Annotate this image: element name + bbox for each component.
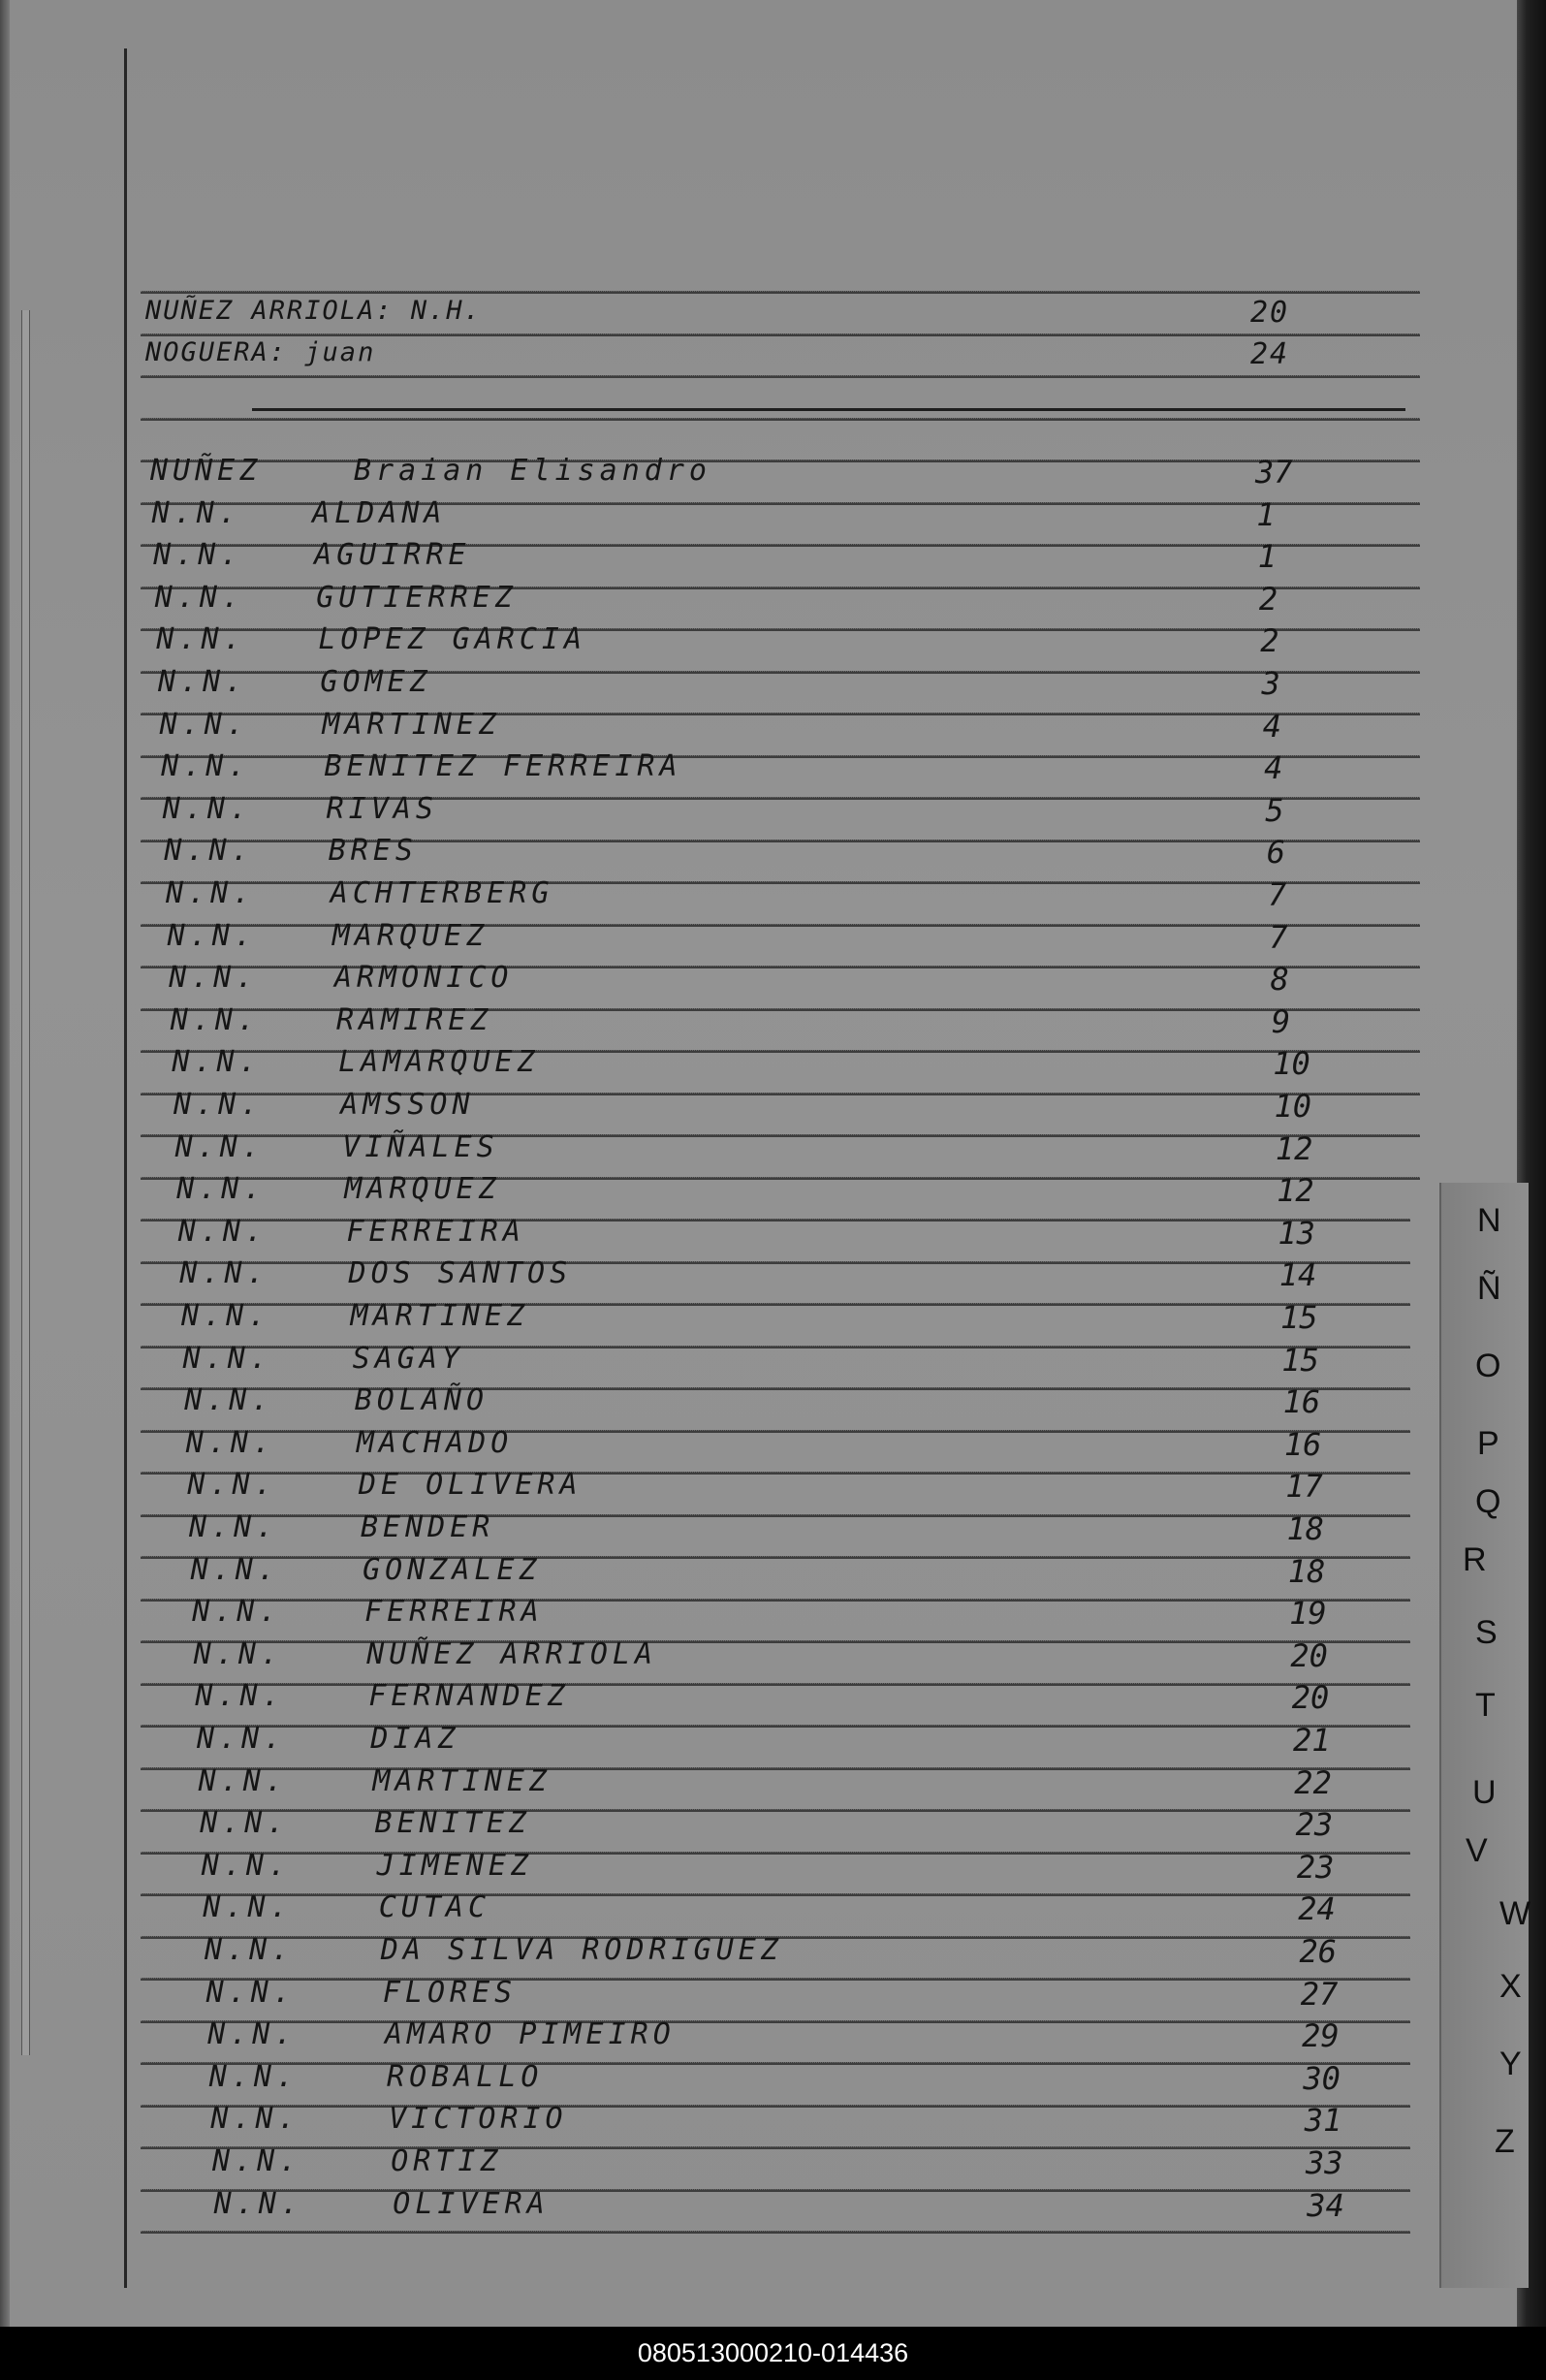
entry-prefix: N.N. (189, 1510, 279, 1544)
index-entry (10, 1045, 1435, 1084)
entry-name: ALDANA (312, 495, 447, 530)
entry-name: ACHTERBERG (330, 876, 554, 910)
index-entry (10, 1468, 1435, 1507)
entry-prefix: N.N. (169, 961, 259, 996)
entry-name: BENITEZ FERREIRA (324, 749, 682, 784)
header-entry-page: 20 (1250, 296, 1290, 330)
entry-prefix: N.N. (161, 749, 251, 784)
entry-page: 1 (1256, 495, 1276, 533)
index-entry (10, 1849, 1435, 1888)
entry-name: MACHADO (356, 1425, 514, 1460)
entry-page: 16 (1282, 1383, 1321, 1421)
index-entry (10, 1003, 1435, 1042)
entry-name: FERREIRA (364, 1595, 544, 1630)
header-entry (145, 337, 1405, 376)
entry-prefix: N.N. (164, 834, 254, 869)
index-entry (10, 538, 1435, 577)
entry-page: 23 (1295, 1806, 1334, 1844)
entry-name: ROBALLO (387, 2059, 544, 2094)
index-entry (10, 2102, 1435, 2141)
entry-prefix: N.N. (200, 1806, 290, 1841)
index-entry (10, 581, 1435, 619)
tab-letter-o[interactable]: O (1475, 1348, 1501, 1384)
index-entry (10, 1595, 1435, 1634)
entry-name: BENITEZ (374, 1806, 531, 1841)
entry-page: 37 (1255, 454, 1293, 491)
entry-prefix: N.N. (207, 2017, 298, 2052)
entry-prefix: N.N. (151, 495, 241, 530)
header-entry-name: NOGUERA: juan (145, 337, 376, 367)
index-entry (10, 622, 1435, 661)
entry-prefix: N.N. (192, 1595, 282, 1630)
index-entry (10, 708, 1435, 746)
index-entry (10, 1553, 1435, 1592)
entry-page: 33 (1306, 2144, 1343, 2181)
entry-prefix: N.N. (184, 1383, 274, 1418)
tab-letter-v[interactable]: V (1466, 1832, 1488, 1869)
tab-letter-u[interactable]: U (1472, 1774, 1497, 1811)
entry-name: BOLAÑO (354, 1383, 489, 1418)
tab-letter-s[interactable]: S (1475, 1614, 1498, 1651)
index-entry (10, 1679, 1435, 1718)
index-entry (10, 665, 1435, 704)
entry-page: 27 (1300, 1975, 1339, 2013)
index-entry (10, 792, 1435, 831)
entry-name: VIÑALES (342, 1129, 499, 1164)
index-entry (10, 1088, 1435, 1127)
ruled-line (141, 291, 1420, 294)
entry-prefix: N.N. (156, 622, 246, 657)
entry-page: 2 (1258, 580, 1278, 618)
entry-name: CUTAC (378, 1890, 491, 1925)
entry-name: GOMEZ (320, 665, 432, 699)
entry-page: 5 (1265, 791, 1284, 829)
header-entry-page: 24 (1250, 337, 1290, 371)
footer-id: 080513000210-014436 (0, 2327, 1546, 2380)
entry-name: LOPEZ GARCIA (318, 622, 587, 657)
entry-name: BENDER (361, 1510, 495, 1544)
entry-prefix: N.N. (212, 2144, 302, 2178)
index-entry (10, 1383, 1435, 1422)
entry-prefix: N.N. (190, 1552, 280, 1587)
tab-letter-t[interactable]: T (1475, 1687, 1496, 1724)
index-entry (10, 2187, 1435, 2226)
entry-name: RIVAS (326, 791, 438, 826)
index-entry (10, 1510, 1435, 1549)
section-divider (252, 408, 1405, 411)
ruled-line (141, 2231, 1410, 2234)
entry-name: DE OLIVERA (358, 1468, 583, 1503)
entry-prefix: N.N. (159, 707, 249, 742)
entry-page: 26 (1299, 1933, 1338, 1970)
entry-name: MARQUEZ (331, 918, 489, 953)
entry-prefix: N.N. (174, 1088, 264, 1122)
entry-page: 24 (1298, 1890, 1336, 1928)
index-entry (10, 834, 1435, 873)
entry-prefix: N.N. (153, 538, 243, 573)
entry-prefix: N.N. (193, 1636, 284, 1671)
entry-name: MARTINEZ (322, 707, 501, 742)
entry-name: Braian Elisandro (354, 454, 711, 488)
tab-letter-w[interactable]: W (1499, 1895, 1531, 1932)
entry-prefix: N.N. (205, 1933, 295, 1967)
entry-name: AMARO PIMEIRO (384, 2017, 676, 2052)
entry-prefix: N.N. (172, 1045, 262, 1080)
index-entry (10, 1172, 1435, 1211)
tab-letter-p[interactable]: P (1477, 1425, 1499, 1462)
index-entry (10, 2060, 1435, 2099)
index-entry (10, 1637, 1435, 1676)
entry-page: 4 (1262, 707, 1282, 745)
entry-name: BRES (328, 834, 418, 869)
entry-page: 16 (1283, 1425, 1322, 1463)
entry-page: 23 (1296, 1848, 1335, 1886)
entry-prefix: N.N. (158, 665, 248, 699)
tab-letter-r[interactable]: R (1463, 1541, 1487, 1578)
index-entry (10, 1130, 1435, 1169)
entry-prefix: N.N. (213, 2186, 303, 2221)
index-entry (10, 454, 1435, 492)
entry-page: 8 (1270, 961, 1289, 999)
entry-name: OLIVERA (393, 2186, 550, 2221)
tab-letter-n-tilde[interactable]: Ñ (1477, 1270, 1501, 1307)
entry-name: DIAZ (370, 1722, 460, 1756)
entry-page: 7 (1269, 918, 1288, 956)
entry-name: DOS SANTOS (348, 1256, 573, 1291)
entry-prefix: N.N. (187, 1468, 277, 1503)
header-entry-name: NUÑEZ ARRIOLA: N.H. (145, 296, 482, 326)
entry-page: 13 (1278, 1214, 1315, 1252)
entry-prefix: N.N. (201, 1848, 292, 1883)
entry-page: 3 (1261, 665, 1280, 702)
entry-name: RAMIREZ (336, 1002, 493, 1037)
header-entry (145, 296, 1405, 334)
entry-name: MARTINEZ (350, 1299, 530, 1333)
index-entry (10, 1933, 1435, 1972)
entry-name: GONZALEZ (363, 1552, 542, 1587)
entry-page: 10 (1273, 1045, 1310, 1083)
entry-page: 10 (1274, 1088, 1312, 1125)
entry-page: 19 (1289, 1595, 1327, 1633)
entry-prefix: N.N. (198, 1763, 288, 1798)
entry-prefix: N.N. (170, 1002, 261, 1037)
index-entry (10, 2017, 1435, 2056)
entry-page: 7 (1268, 876, 1287, 913)
index-entry (10, 1722, 1435, 1761)
index-entry (10, 1806, 1435, 1845)
entry-prefix: N.N. (181, 1299, 271, 1333)
entry-page: 29 (1302, 2017, 1340, 2055)
entry-page: 4 (1264, 749, 1283, 787)
entry-page: 20 (1290, 1636, 1328, 1674)
entry-page: 17 (1285, 1468, 1323, 1506)
index-entry (10, 749, 1435, 788)
entry-page: 21 (1293, 1722, 1331, 1759)
entry-prefix: N.N. (208, 2059, 300, 2094)
entry-prefix: N.N. (154, 580, 245, 615)
index-entry (10, 1764, 1435, 1803)
index-entry (10, 961, 1435, 1000)
entry-name: MARQUEZ (344, 1172, 501, 1207)
entry-prefix: N.N. (205, 1975, 296, 2010)
entry-name: FERREIRA (346, 1214, 525, 1249)
entry-name: VICTORIO (389, 2102, 568, 2137)
tab-letter-n[interactable]: N (1477, 1202, 1501, 1239)
index-entry (10, 919, 1435, 958)
entry-page: 22 (1294, 1763, 1332, 1801)
tab-letter-q[interactable]: Q (1475, 1483, 1501, 1520)
index-entry (10, 1215, 1435, 1253)
entry-prefix: N.N. (179, 1256, 269, 1291)
entry-prefix: N.N. (167, 918, 257, 953)
entry-prefix: N.N. (177, 1214, 268, 1249)
entry-page: 9 (1271, 1002, 1291, 1040)
entry-name: MARTINEZ (372, 1763, 552, 1798)
ledger-page (10, 0, 1531, 2327)
entry-prefix: N.N. (166, 876, 256, 910)
entry-page: 31 (1304, 2102, 1342, 2140)
entry-name: LAMARQUEZ (338, 1045, 540, 1080)
entry-page: 14 (1278, 1256, 1317, 1294)
entry-prefix: N.N. (197, 1722, 287, 1756)
tab-letter-z[interactable]: Z (1495, 2123, 1515, 2160)
entry-page: 1 (1257, 538, 1277, 576)
entry-page: 6 (1266, 834, 1285, 872)
index-entry (10, 1342, 1435, 1380)
entry-page: 34 (1307, 2186, 1344, 2224)
entry-prefix: NUÑEZ (150, 454, 263, 488)
entry-prefix: N.N. (182, 1341, 272, 1376)
entry-name: JIMENEZ (376, 1848, 534, 1883)
entry-name: DA SILVA RODRIGUEZ (380, 1933, 783, 1967)
entry-name: SAGAY (352, 1341, 464, 1376)
entry-name: NUÑEZ ARRIOLA (366, 1636, 658, 1671)
entry-page: 15 (1280, 1299, 1318, 1336)
index-entry (10, 496, 1435, 535)
entry-name: GUTIERREZ (316, 580, 518, 615)
entry-name: ARMONICO (333, 961, 514, 996)
entry-name: FLORES (382, 1975, 518, 2010)
entry-prefix: N.N. (185, 1425, 276, 1460)
entry-name: AGUIRRE (314, 538, 471, 573)
index-entry (10, 2144, 1435, 2183)
entry-page: 12 (1277, 1172, 1314, 1210)
index-entry (10, 1299, 1435, 1338)
index-entry (10, 1890, 1435, 1929)
entry-page: 20 (1291, 1679, 1330, 1717)
entry-prefix: N.N. (195, 1679, 285, 1714)
alphabet-tab-strip (1439, 1183, 1529, 2288)
entry-prefix: N.N. (174, 1129, 265, 1164)
entry-page: 30 (1303, 2059, 1341, 2097)
entry-prefix: N.N. (176, 1172, 267, 1207)
entry-name: FERNANDEZ (368, 1679, 570, 1714)
entry-page: 18 (1287, 1552, 1326, 1590)
entry-page: 12 (1275, 1129, 1313, 1167)
index-entry (10, 876, 1435, 915)
index-entry (10, 1426, 1435, 1465)
tab-letter-y[interactable]: Y (1499, 2046, 1522, 2082)
entry-name: AMSSON (340, 1088, 475, 1122)
entry-page: 2 (1260, 622, 1279, 660)
tab-letter-x[interactable]: X (1499, 1968, 1522, 2005)
entry-page: 15 (1281, 1341, 1319, 1379)
entry-prefix: N.N. (162, 791, 253, 826)
entry-page: 18 (1286, 1510, 1325, 1547)
ruled-line (141, 418, 1420, 421)
index-entry (10, 1976, 1435, 2015)
index-entry (10, 1256, 1435, 1295)
entry-prefix: N.N. (203, 1890, 293, 1925)
entry-name: ORTIZ (391, 2144, 503, 2178)
entry-prefix: N.N. (210, 2102, 300, 2137)
